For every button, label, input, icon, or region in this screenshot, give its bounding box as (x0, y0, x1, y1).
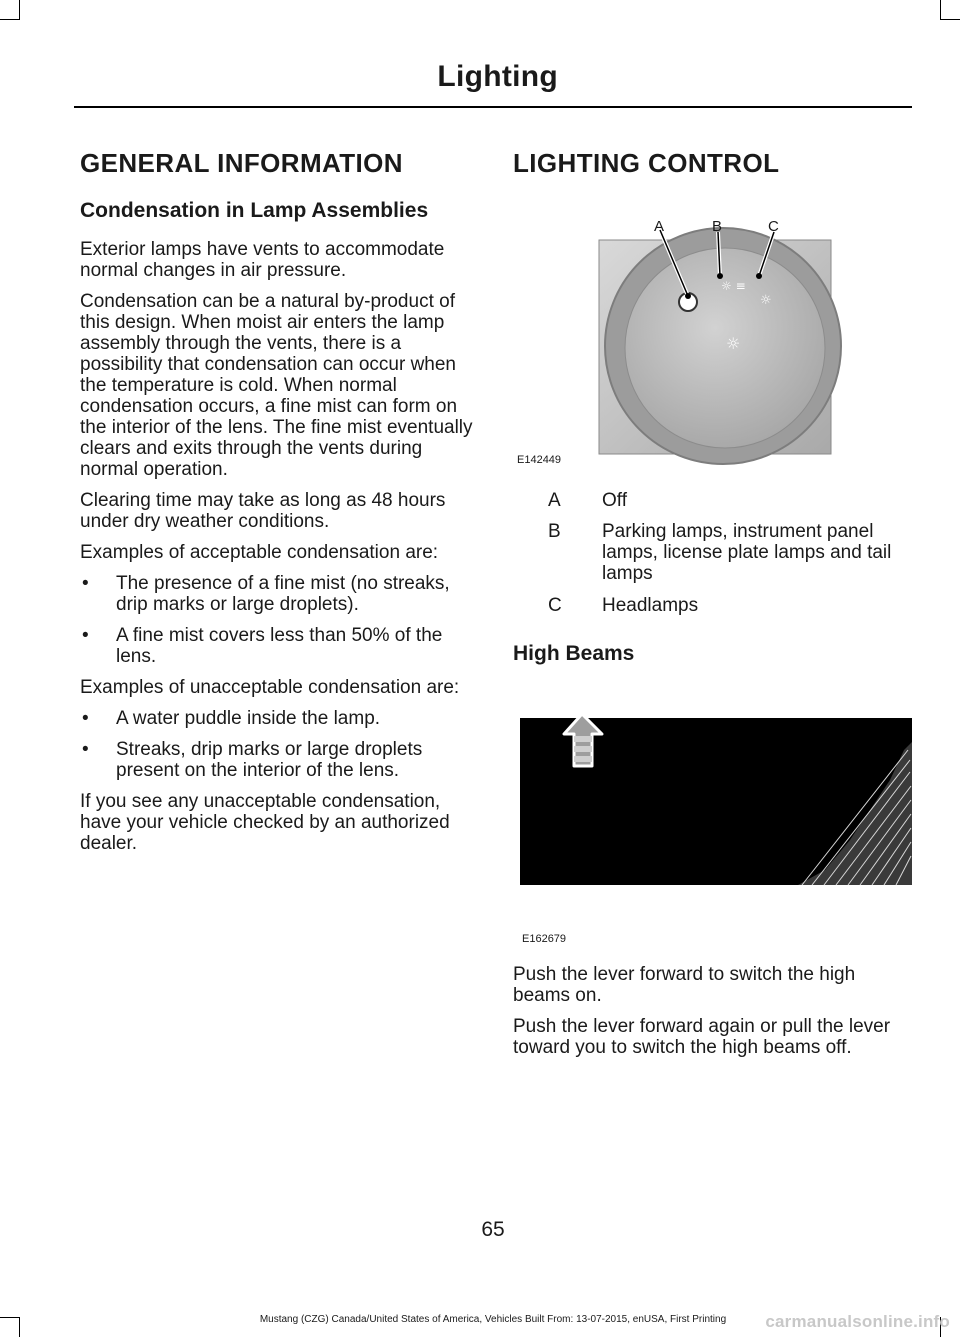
figure-code: E142449 (517, 454, 562, 466)
figure-label-b: B (712, 218, 723, 235)
footer-text: Mustang (CZG) Canada/United States of America, Vehicles Built From: 13-07-2015, enUSA, First Printing (259, 1314, 727, 1325)
unacceptable-list (80, 708, 476, 781)
acceptable-list (80, 573, 476, 667)
paragraph: Exterior lamps have vents to accommodate normal changes in air pressure. (80, 239, 445, 281)
paragraph: Push the lever forward again or pull the lever toward you to switch the high beams off. (513, 1016, 891, 1058)
watermark: carmanualsonline.info (765, 1312, 950, 1331)
section-heading-general-information: GENERAL INFORMATION (80, 148, 403, 178)
paragraph: Condensation can be a natural by-product of this design. When moist air enters the lamp assembly through the vents, there is a possibility that condensation can occur when the temperature is cold. When normal condensation occurs, a fine mist can form on the interior of the lens. The fine mist eventually clears and exits through the vents during normal operation. (80, 291, 473, 480)
subheading-condensation: Condensation in Lamp Assemblies (80, 199, 429, 222)
svg-text:☼: ☼ (760, 293, 772, 308)
legend-row-b (513, 521, 913, 585)
crop-mark (940, 19, 960, 20)
crop-mark (940, 0, 941, 20)
legend-key: B (548, 521, 561, 542)
page-number: 65 (481, 1218, 505, 1241)
legend-value: Headlamps (602, 595, 699, 616)
figure-code: E162679 (522, 933, 567, 945)
svg-text:☼ ≡: ☼ ≡ (721, 279, 746, 293)
list-item: • The presence of a fine mist (no streaks, drip marks or large droplets). (80, 573, 476, 615)
list-item: • A fine mist covers less than 50% of the lens. (80, 625, 476, 667)
high-beam-figure (520, 690, 912, 950)
paragraph: Push the lever forward to switch the high beams on. (513, 964, 856, 1006)
header-divider (74, 106, 912, 108)
left-column (80, 140, 476, 854)
page-title: Lighting (437, 60, 558, 93)
list-item: • A water puddle inside the lamp. (80, 708, 476, 729)
legend-row-c (513, 595, 913, 617)
legend-value: Parking lamps, instrument panel lamps, license plate lamps and tail lamps (602, 521, 892, 584)
figure-label-c: C (768, 218, 779, 235)
section-heading-lighting-control: LIGHTING CONTROL (513, 148, 780, 178)
svg-text:☼: ☼ (726, 334, 741, 353)
paragraph: If you see any unacceptable condensation, have your vehicle checked by an authorized dealer. (80, 791, 450, 854)
paragraph: Examples of acceptable condensation are: (80, 542, 439, 563)
crop-mark (19, 0, 20, 20)
subheading-high-beams: High Beams (513, 642, 635, 665)
crop-mark (0, 19, 20, 20)
legend-key: C (548, 595, 562, 616)
headlamp-switch-illustration (513, 218, 913, 470)
legend-row-a (513, 490, 913, 512)
paragraph: Clearing time may take as long as 48 hours under dry weather conditions. (80, 490, 446, 532)
list-item: • Streaks, drip marks or large droplets present on the interior of the lens. (80, 739, 476, 781)
figure-label-a: A (654, 218, 665, 235)
high-beam-lever-illustration (520, 690, 912, 886)
lighting-control-figure (513, 218, 913, 470)
legend-value: Off (602, 490, 627, 511)
paragraph: Examples of unacceptable condensation are: (80, 677, 460, 698)
legend-key: A (548, 490, 561, 511)
